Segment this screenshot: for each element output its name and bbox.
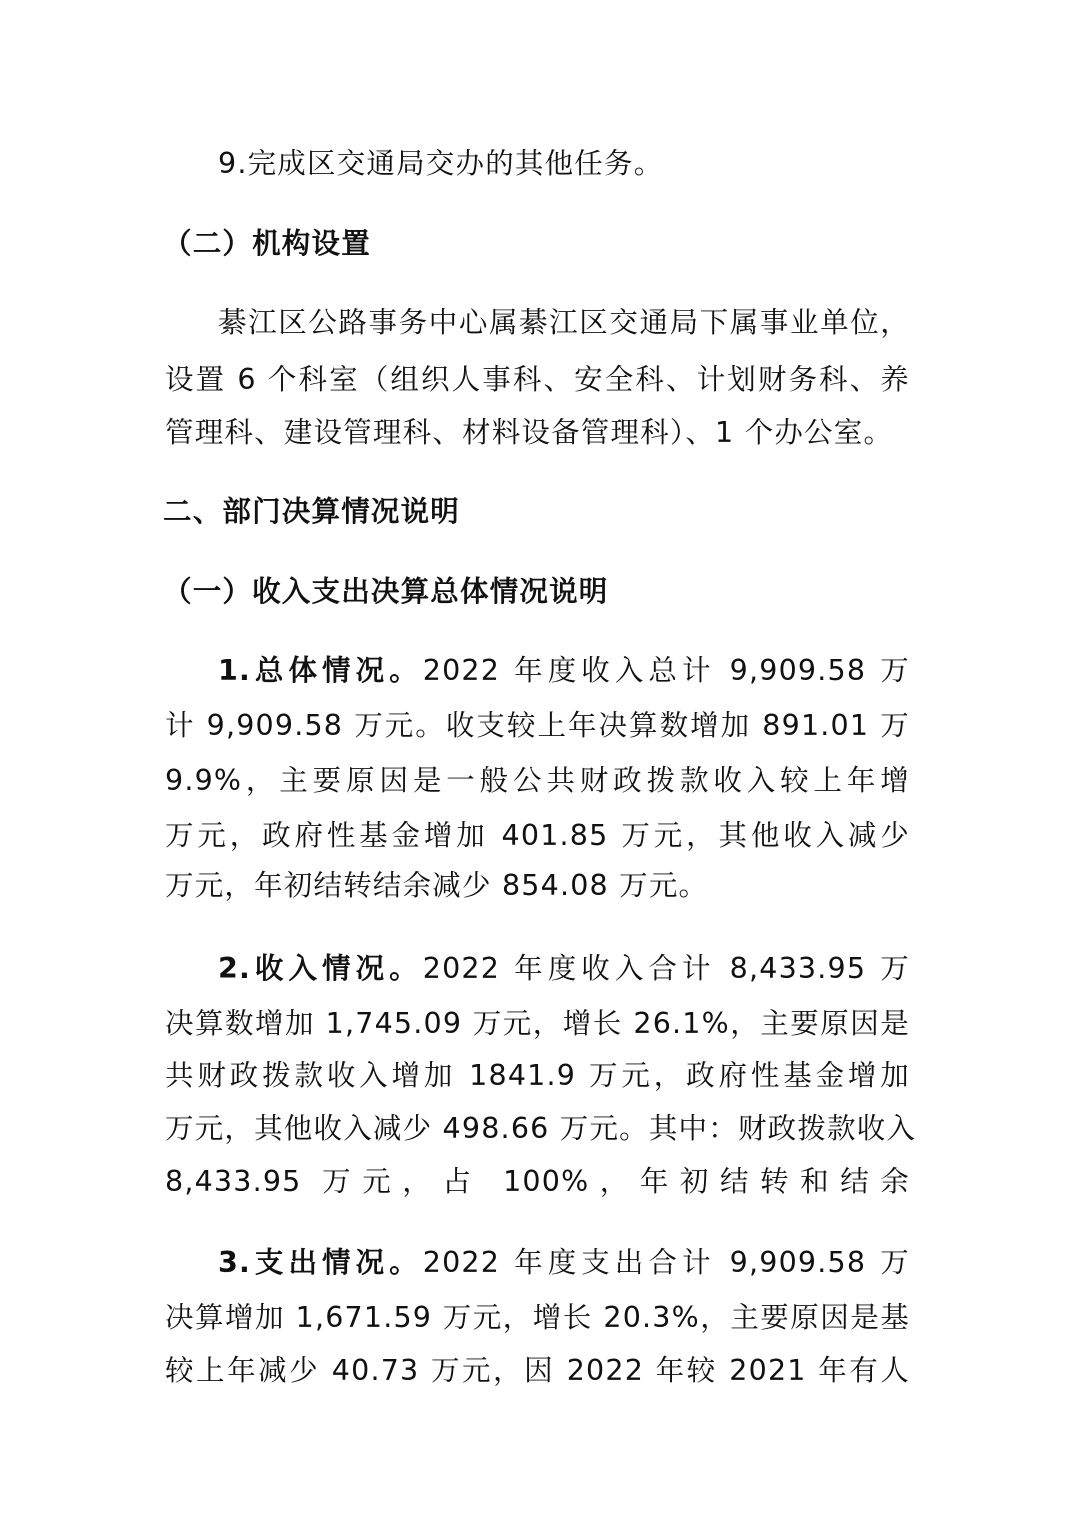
expense-paragraph-line-3: 较上年减少 40.73 万元，因 2022 年较 2021 年有人 <box>165 1354 910 1387</box>
income-label: 2.收入情况。 <box>218 952 423 985</box>
overall-first-line-text: 2022 年度收入总计 9,909.58 万 <box>422 654 910 687</box>
org-setup-heading: （二）机构设置 <box>163 227 371 260</box>
section-2-heading: 二、部门决算情况说明 <box>163 495 461 528</box>
overall-paragraph-line-1 <box>218 653 910 689</box>
overall-paragraph-line-5: 万元，年初结转结余减少 854.08 万元。 <box>165 869 709 902</box>
expense-label: 3.支出情况。 <box>218 1246 423 1279</box>
org-paragraph-line-2: 设置 6 个科室（组织人事科、安全科、计划财务科、养 <box>165 363 910 396</box>
income-expense-overview-heading: （一）收入支出决算总体情况说明 <box>163 575 609 608</box>
income-paragraph-line-5: 8,433.95 万元，占 100%，年初结转和结余 <box>165 1165 910 1198</box>
income-paragraph-line-2: 决算数增加 1,745.09 万元，增长 26.1%，主要原因是 <box>165 1007 910 1040</box>
income-first-line-text: 2022 年度收入合计 8,433.95 万 <box>422 952 910 985</box>
overall-paragraph-line-3: 9.9%，主要原因是一般公共财政拨款收入较上年增 <box>165 764 910 797</box>
overall-paragraph-line-4: 万元，政府性基金增加 401.85 万元，其他收入减少 <box>165 819 910 852</box>
task-item-9: 9.完成区交通局交办的其他任务。 <box>218 147 664 180</box>
org-paragraph-line-3: 管理科、建设管理科、材料设备管理科）、1 个办公室。 <box>165 416 894 449</box>
expense-paragraph-line-1 <box>218 1245 910 1281</box>
expense-first-line-text: 2022 年度支出合计 9,909.58 万 <box>422 1246 910 1279</box>
income-paragraph-line-3: 共财政拨款收入增加 1841.9 万元，政府性基金增加 <box>165 1059 910 1092</box>
overall-label: 1.总体情况。 <box>218 654 423 687</box>
income-paragraph-line-1 <box>218 951 910 987</box>
org-paragraph-line-1: 綦江区公路事务中心属綦江区交通局下属事业单位， <box>218 306 910 339</box>
income-paragraph-line-4: 万元，其他收入减少 498.66 万元。其中：财政拨款收入 <box>165 1112 917 1145</box>
overall-paragraph-line-2: 计 9,909.58 万元。收支较上年决算数增加 891.01 万 <box>165 709 910 742</box>
expense-paragraph-line-2: 决算增加 1,671.59 万元，增长 20.3%，主要原因是基 <box>165 1301 910 1334</box>
